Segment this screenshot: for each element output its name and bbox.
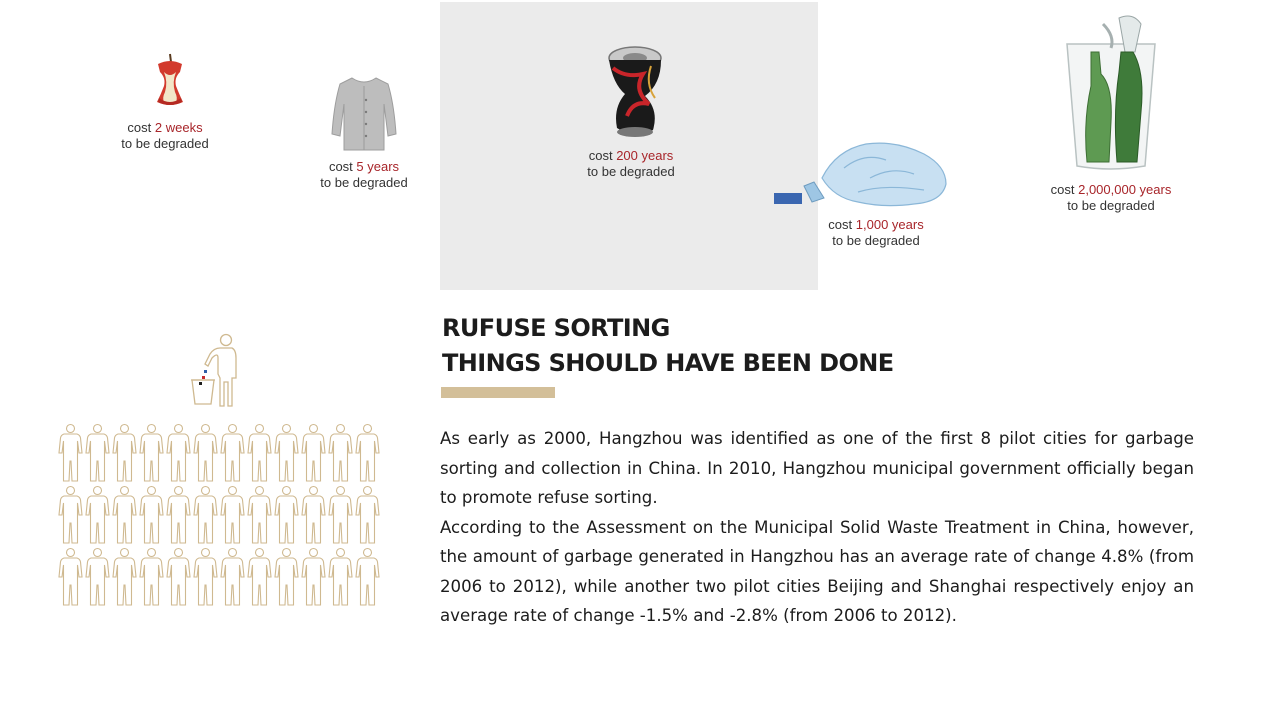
person-sorting-icon [188, 332, 242, 408]
apple-core-image [150, 52, 190, 108]
glass-bottles-image [1063, 12, 1159, 172]
duration-highlight: 1,000 years [855, 217, 924, 232]
paragraph-2: According to the Assessment on the Municipal Solid Waste Treatment in China, however, the amount of garbage generated in Hangzhou has an average rate of change 4.8% (from 2006 to 2012), while another two pilot cities Beijing and Shanghai respectively enjoy an average rate of change -1.5% and -2.8% (from 2006 to 2012). [440, 517, 1194, 625]
duration-highlight: 2,000,000 years [1078, 182, 1172, 197]
sweater-image [330, 74, 398, 154]
duration-highlight: 2 weeks [154, 120, 203, 135]
title-accent-bar [441, 387, 555, 398]
section-title [442, 311, 894, 381]
people-row-2 [59, 487, 379, 544]
apple-core-caption: cost 2 weeks to be degraded [121, 120, 209, 151]
plastic-bottle-caption: cost 1,000 years to be degraded [828, 217, 924, 248]
duration-highlight: 200 years [616, 148, 674, 163]
can-image [603, 44, 665, 140]
glass-bottles-caption: cost 2,000,000 years to be degraded [1050, 182, 1172, 213]
body-text [440, 424, 1194, 631]
duration-highlight: 5 years [356, 159, 400, 174]
sweater-caption: cost 5 years to be degraded [320, 159, 408, 190]
section-title-line-2: THINGS SHOULD HAVE BEEN DONE [442, 349, 894, 377]
plastic-bottle-image [774, 138, 950, 208]
paragraph-1: As early as 2000, Hangzhou was identified as one of the first 8 pilot cities for garbage sorting and collection in China. In 2010, Hangzhou municipal government officially began to promote refuse sorting. [440, 429, 1194, 507]
people-row-1 [59, 425, 379, 482]
people-grid [58, 423, 382, 609]
section-title-line-1: RUFUSE SORTING [442, 314, 670, 342]
can-caption: cost 200 years to be degraded [587, 148, 675, 179]
people-row-3 [59, 549, 379, 606]
